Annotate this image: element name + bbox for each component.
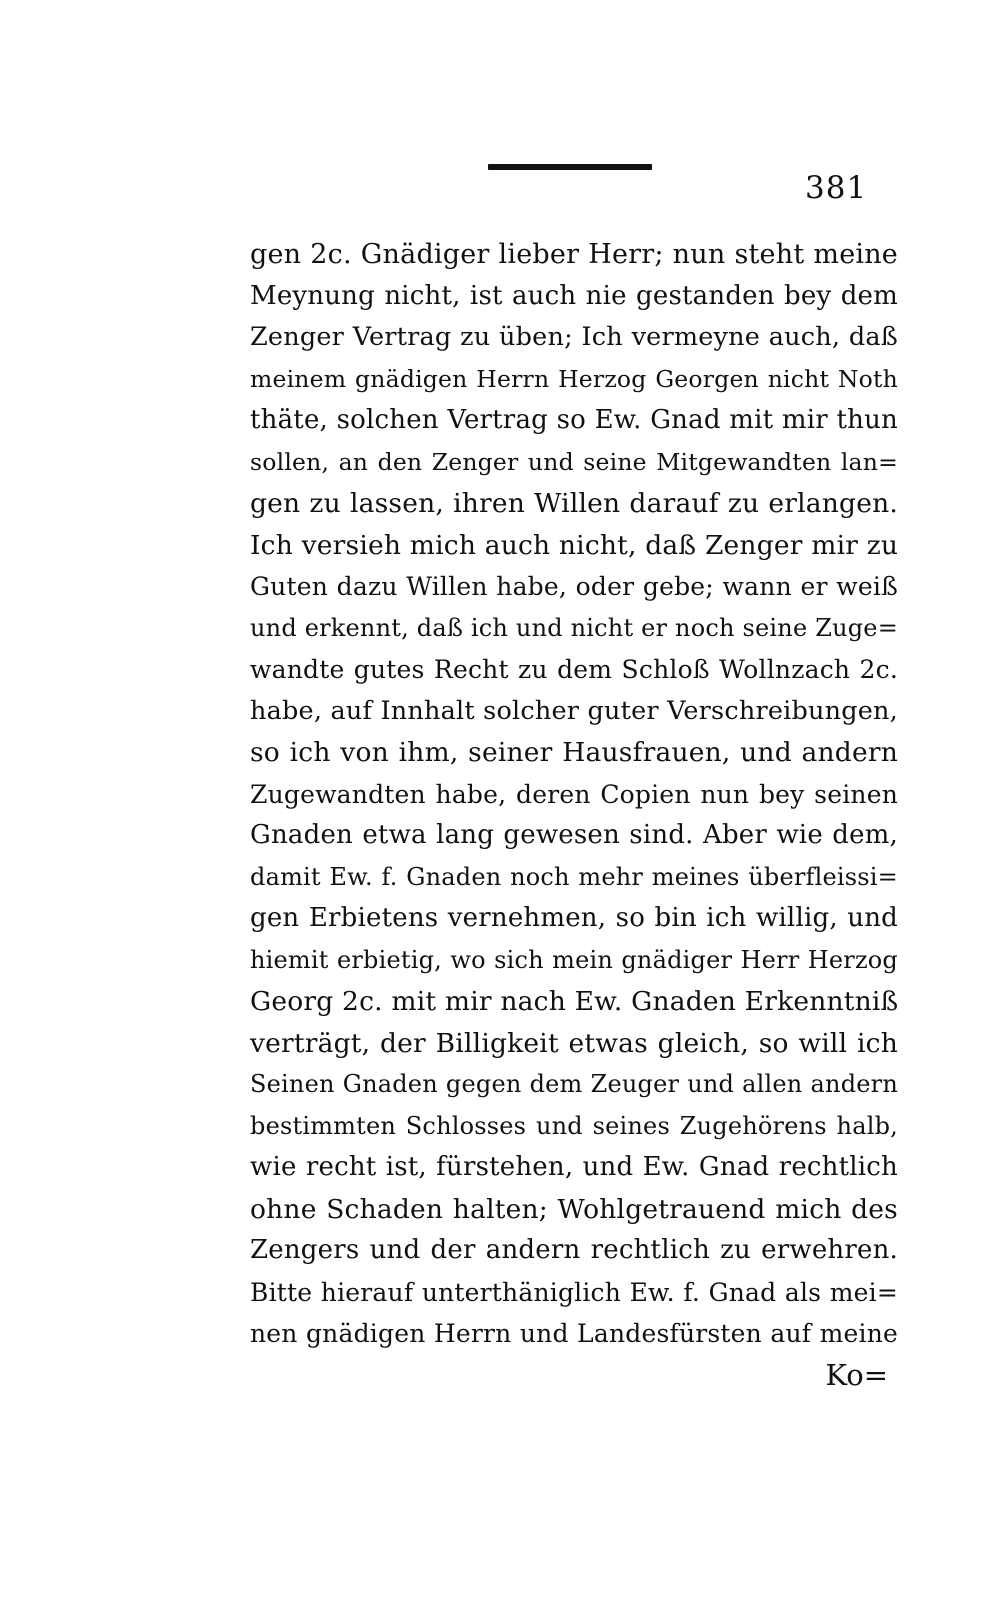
text-line: gen 2c. Gnädiger lieber Herr; nun steht meine bbox=[250, 239, 898, 270]
text-line: und erkennt, daß ich und nicht er noch seine Zuge= bbox=[250, 613, 898, 642]
text-line: meinem gnädigen Herrn Herzog Georgen nicht Noth bbox=[250, 364, 898, 393]
text-line: habe, auf Innhalt solcher guter Verschreibungen, bbox=[250, 695, 898, 726]
text-line: Bitte hierauf unterthäniglich Ew. f. Gnad als mei= bbox=[250, 1277, 898, 1307]
text-line: Zengers und der andern rechtlich zu erwehren. bbox=[250, 1235, 898, 1265]
text-line: gen Erbietens vernehmen, so bin ich willig, und bbox=[250, 903, 898, 933]
text-line: hiemit erbietig, wo sich mein gnädiger Herr Herzog bbox=[250, 945, 898, 974]
text-line: verträgt, der Billigkeit etwas gleich, so will ich bbox=[250, 1027, 898, 1059]
page-number: 381 bbox=[805, 170, 868, 206]
text-line: nen gnädigen Herrn und Landesfürsten auf meine bbox=[250, 1319, 898, 1348]
text-line: Georg 2c. mit mir nach Ew. Gnaden Erkenntniß bbox=[250, 986, 899, 1017]
text-line: Seinen Gnaden gegen dem Zeuger und allen andern bbox=[250, 1070, 898, 1098]
catchword: Ko= bbox=[825, 1358, 888, 1392]
text-line: thäte, solchen Vertrag so Ew. Gnad mit mir thun bbox=[250, 405, 898, 435]
header-rule bbox=[488, 164, 652, 170]
text-line: Zenger Vertrag zu üben; Ich vermeyne auch, daß bbox=[250, 322, 898, 352]
text-line: so ich von ihm, seiner Hausfrauen, und andern bbox=[250, 737, 898, 768]
text-line: Ich versieh mich auch nicht, daß Zenger mir zu bbox=[250, 529, 899, 561]
text-line: wie recht ist, fürstehen, und Ew. Gnad rechtlich bbox=[250, 1152, 898, 1182]
text-line: ohne Schaden halten; Wohlgetrauend mich des bbox=[250, 1193, 898, 1225]
text-line: Meynung nicht, ist auch nie gestanden bey dem bbox=[250, 280, 898, 311]
text-line: Guten dazu Willen habe, oder gebe; wann er weiß bbox=[250, 572, 898, 601]
text-line: damit Ew. f. Gnaden noch mehr meines überfleissi= bbox=[250, 862, 898, 891]
text-line: wandte gutes Recht zu dem Schloß Wollnzach 2c. bbox=[250, 655, 898, 684]
text-line: Zugewandten habe, deren Copien nun bey seinen bbox=[250, 779, 898, 809]
text-line: gen zu lassen, ihren Willen darauf zu erlangen. bbox=[250, 488, 898, 519]
body-text bbox=[250, 234, 898, 1355]
text-line: sollen, an den Zenger und seine Mitgewandten lan= bbox=[250, 447, 898, 476]
text-line: bestimmten Schlosses und seines Zugehörens halb, bbox=[250, 1111, 898, 1140]
text-line: Gnaden etwa lang gewesen sind. Aber wie dem, bbox=[250, 820, 898, 850]
